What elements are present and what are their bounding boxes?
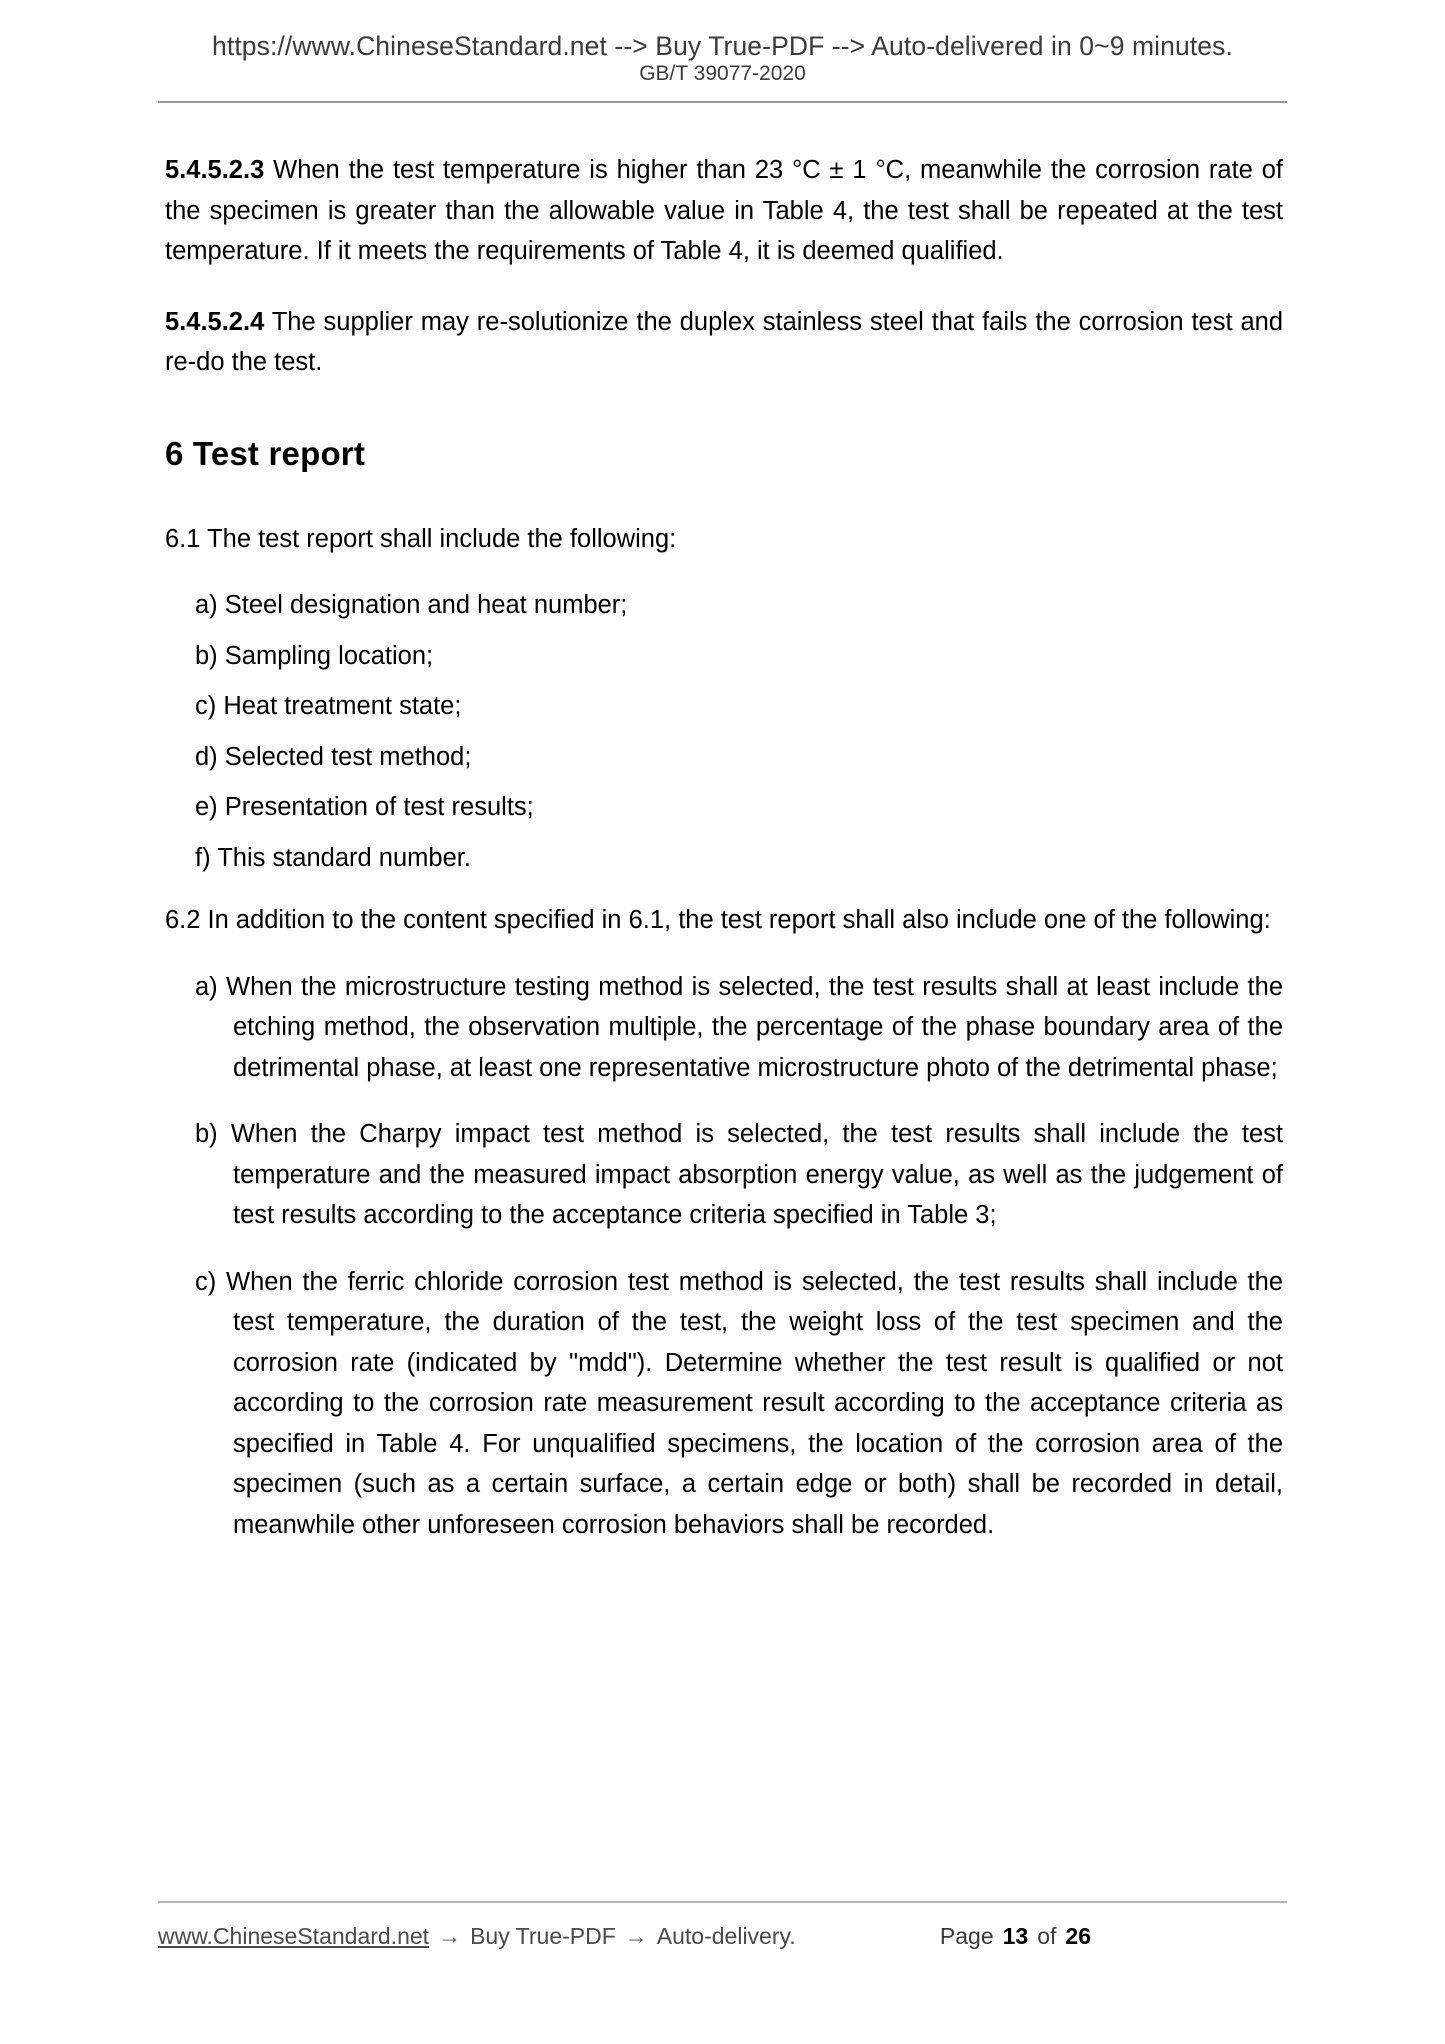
of-label: of <box>1037 1923 1057 1949</box>
clause-text-6-2: In addition to the content specified in 6.1, the test report shall also include one of the following: <box>200 906 1271 934</box>
footer-delivery-label: Auto-delivery. <box>656 1923 796 1949</box>
footer-divider <box>158 1901 1287 1903</box>
list-item: c) Heat treatment state; <box>195 692 462 720</box>
list-6-1 <box>165 585 1283 878</box>
clause-number-6-2: 6.2 <box>165 906 201 934</box>
list-item: b) Sampling location; <box>195 641 434 670</box>
list-item: f) This standard number. <box>195 843 471 872</box>
standard-code-text: GB/T 39077-2020 <box>639 62 806 86</box>
document-content <box>165 150 1283 1545</box>
paragraph-5-4-5-2-4 <box>165 302 1283 383</box>
page-footer <box>158 1923 1287 1950</box>
header-divider <box>158 101 1287 103</box>
list-item: d) Selected test method; <box>195 742 472 771</box>
clause-text-5-4-5-2-4: The supplier may re-solutionize the duplex stainless steel that fails the corrosion test and re-do the test. <box>165 307 1283 376</box>
footer-promo-group <box>158 1923 796 1950</box>
promo-banner-text: https://www.ChineseStandard.net --> Buy True-PDF --> Auto-delivered in 0~9 minutes. <box>212 31 1233 61</box>
list-item: b) When the Charpy impact test method is selected, the test results shall include the test temperature and the measured impact absorption energy value, as well as the judgement of test results according to the acceptance criteria specified in Table 3; <box>195 1120 1283 1229</box>
total-page-count: 26 <box>1065 1923 1091 1949</box>
page-header <box>0 30 1445 87</box>
paragraph-6-1 <box>165 519 1283 560</box>
section-heading-6: 6 Test report <box>165 434 366 472</box>
clause-number-5-4-5-2-3: 5.4.5.2.3 <box>165 156 265 184</box>
page-number-group <box>940 1923 1287 1950</box>
list-item: a) Steel designation and heat number; <box>195 591 628 619</box>
list-item: e) Presentation of test results; <box>195 793 534 821</box>
arrow-right-icon: → <box>624 1923 648 1949</box>
paragraph-6-2 <box>165 900 1283 941</box>
clause-number-6-1: 6.1 <box>165 524 201 553</box>
list-item: a) When the microstructure testing method is selected, the test results shall at least include the etching method, the observation multiple, the percentage of the phase boundary area of the detrimental phase, at least one representative microstructure photo of the detrimental phase; <box>195 972 1283 1082</box>
arrow-right-icon: → <box>438 1923 462 1949</box>
paragraph-5-4-5-2-3 <box>165 150 1283 272</box>
clause-text-5-4-5-2-3: When the test temperature is higher than 23 °C ± 1 °C, meanwhile the corrosion rate of the specimen is greater than the allowable value in Table 4, the test shall be repeated at the test temperature. If it meets the requirements of Table 4, it is deemed qualified. <box>165 156 1283 265</box>
clause-number-5-4-5-2-4: 5.4.5.2.4 <box>165 307 265 336</box>
list-6-2 <box>165 967 1283 1546</box>
footer-site-link[interactable]: www.ChineseStandard.net <box>158 1923 430 1949</box>
list-item: c) When the ferric chloride corrosion test method is selected, the test results shall include the test temperature, the duration of the test, the weight loss of the test specimen and the corrosion rate (indicated by "mdd"). Determine whether the test result is qualified or not according to the corrosion rate measurement result according to the acceptance criteria as specified in Table 4. For unqualified specimens, the location of the corrosion area of the specimen (such as a certain surface, a certain edge or both) shall be recorded in detail, meanwhile other unforeseen corrosion behaviors shall be recorded. <box>195 1267 1283 1539</box>
current-page-number: 13 <box>1002 1923 1029 1949</box>
clause-text-6-1: The test report shall include the following: <box>200 524 677 553</box>
footer-buy-label: Buy True-PDF <box>470 1923 616 1949</box>
page-label: Page <box>939 1923 994 1949</box>
